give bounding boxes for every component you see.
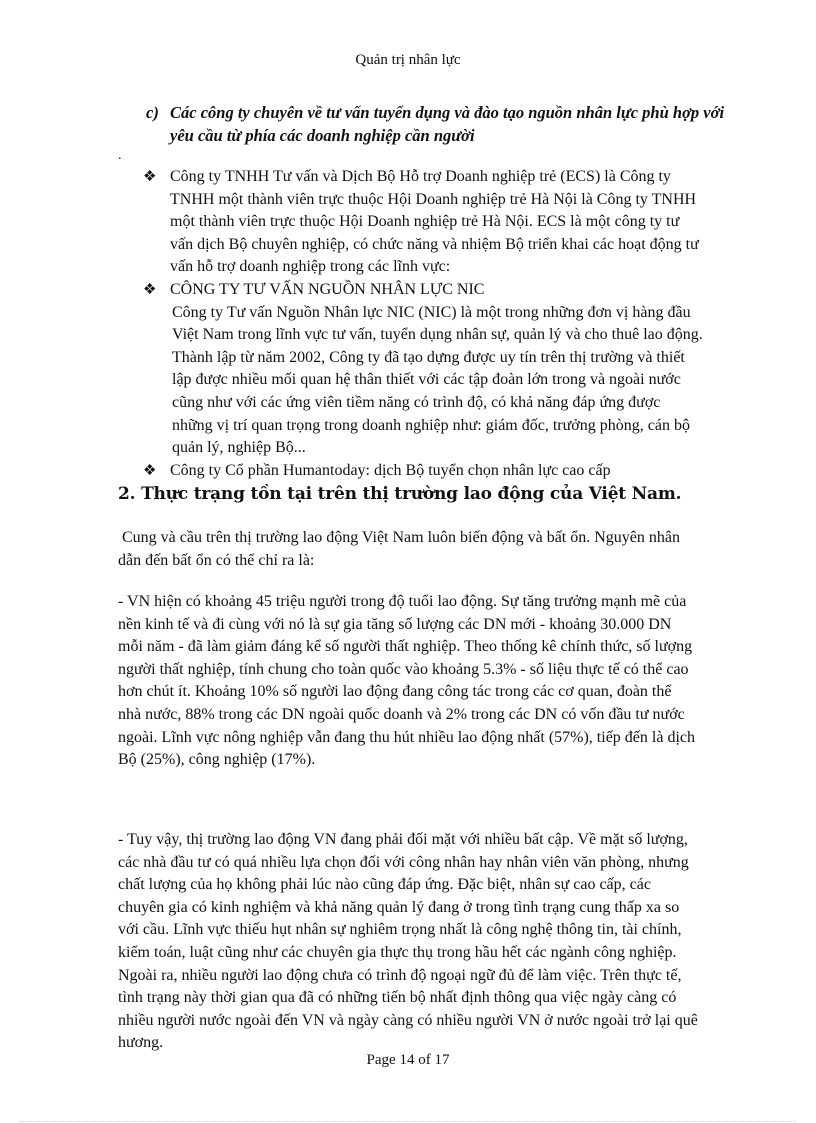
- page-number: Page 14 of 17: [366, 1052, 450, 1068]
- bullet-detail: Công ty Tư vấn Nguồn Nhân lực NIC (NIC) là một trong những đơn vị hàng đầu Việt Nam trong lĩnh vực tư vấn, tuyển dụng nhân sự, quản lý và cho thuê lao động. Thành lập từ năm 2002, Công ty đã tạo dựng được uy tín trên thị trường và thiết lập được nhiều mối quan hệ thân thiết với các tập đoàn lớn trong và ngoài nước cũng như với các ứng viên tiềm năng có trình độ, có khả năng đáp ứng được những vị trí quan trọng trong doanh nghiệp như: giám đốc, trưởng phòng, cán bộ quản lý, nghiệp Bộ...: [172, 303, 703, 457]
- list-item: [143, 279, 705, 460]
- list-item: [143, 166, 705, 279]
- paragraph: Cung và cầu trên thị trường lao động Việt Nam luôn biến động và bất ổn. Nguyên nhân dẫn đến bất ổn có thể chỉ ra là:: [118, 529, 680, 569]
- diamond-bullet-icon: ❖: [143, 462, 157, 479]
- bullet-text: CÔNG TY TƯ VẤN NGUỒN NHÂN LỰC NIC: [170, 280, 485, 298]
- paragraph: - VN hiện có khoảng 45 triệu người trong độ tuổi lao động. Sự tăng trưởng mạnh mẽ của nền kinh tế và đi cùng với nó là sự gia tăng số lượng các DN mới - khoảng 30.000 DN mỗi năm - đã làm giảm đáng kể số người thất nghiệp. Theo thống kê chính thức, số lượng người thất nghiệp, tính chung cho toàn quốc vào khoảng 5.3% - số liệu thực tế có thể cao hơn chút ít. Khoảng 10% số người lao động đang công tác trong các cơ quan, đoàn thể nhà nước, 88% trong các DN ngoài quốc doanh và 2% trong các DN có vốn đầu tư nước ngoài. Lĩnh vực nông nghiệp vẫn đang thu hút nhiều lao động nhất (57%), tiếp đến là dịch Bộ (25%), công nghiệp (17%).: [118, 593, 695, 769]
- subsection-marker: c): [146, 103, 159, 122]
- subsection-text: Các công ty chuyên về tư vấn tuyển dụng và đào tạo nguồn nhân lực phù hợp với yêu cầu từ phía các doanh nghiệp cần người: [170, 103, 725, 145]
- bullet-text: Công ty TNHH Tư vấn và Dịch Bộ Hỗ trợ Doanh nghiệp trẻ (ECS) là Công ty TNHH một thành viên trực thuộc Hội Doanh nghiệp trẻ Hà Nội là Công ty TNHH một thành viên trực thuộc Hội Doanh nghiệp trẻ Hà Nội. ECS là một công ty tư vấn dịch Bộ chuyên nghiệp, có chức năng và nhiệm Bộ triển khai các hoạt động tư vấn hỗ trợ doanh nghiệp trong các lĩnh vực:: [170, 168, 699, 276]
- stray-mark: .: [118, 148, 122, 163]
- subsection-heading: [146, 101, 726, 147]
- diamond-bullet-icon: ❖: [143, 169, 157, 185]
- diamond-bullet-icon: ❖: [143, 281, 157, 298]
- page-bottom-divider: [20, 1121, 796, 1122]
- bullet-list: [0, 166, 816, 482]
- page-header: Quản trị nhân lực: [355, 52, 461, 68]
- paragraph: - Tuy vậy, thị trường lao động VN đang phải đối mặt với nhiều bất cập. Về mặt số lượng, các nhà đầu tư có quá nhiều lựa chọn đối với công nhân hay nhân viên văn phòng, nhưng chất lượng của họ không phải lúc nào cũng đáp ứng. Đặc biệt, nhân sự cao cấp, các chuyên gia có kinh nghiệm và khả năng quản lý đang ở trong tình trạng cung thấp xa so với cầu. Lĩnh vực thiếu hụt nhân sự nghiêm trọng nhất là công nghệ thông tin, tài chính, kiểm toán, luật cũng như các chuyên gia thực thụ trong hầu hết các ngành công nghiệp. Ngoài ra, nhiều người lao động chưa có trình độ ngoại ngữ đủ để làm việc. Trên thực tế, tình trạng này thời gian qua đã có những tiến bộ nhất định thông qua việc ngày càng có nhiều người nước ngoài đến VN và ngày càng có nhiều người VN ở nước ngoài trở lại quê hương.: [118, 831, 698, 1052]
- bullet-text: Công ty Cổ phần Humantoday: dịch Bộ tuyển chọn nhân lực cao cấp: [170, 461, 611, 479]
- section-title: 2. Thực trạng tồn tại trên thị trường lao động của Việt Nam.: [118, 484, 682, 504]
- list-item: [143, 460, 705, 483]
